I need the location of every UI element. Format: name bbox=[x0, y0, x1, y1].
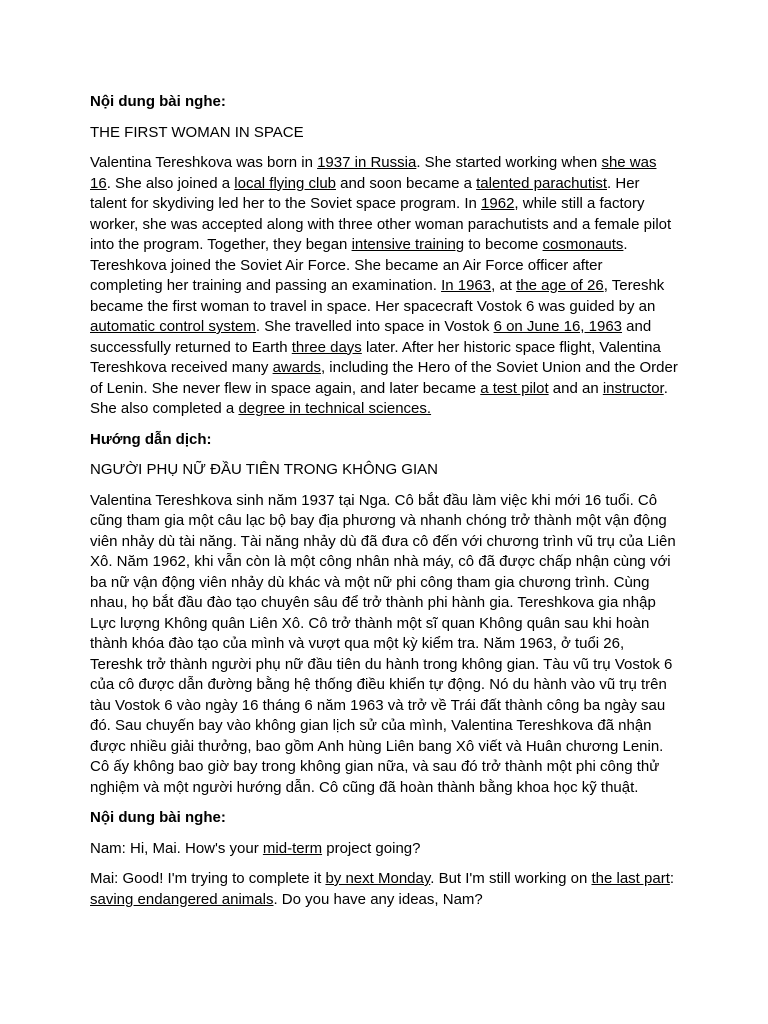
underlined-phrase: three days bbox=[291, 338, 362, 356]
underlined-phrase: 6 on June 16, 1963 bbox=[493, 318, 623, 335]
underlined-phrase: cosmonauts bbox=[542, 236, 624, 253]
translation-title: NGƯỜI PHỤ NỮ ĐẦU TIÊN TRONG KHÔNG GIAN bbox=[90, 461, 438, 478]
underlined-phrase: 1962 bbox=[481, 195, 515, 212]
document-content bbox=[90, 92, 678, 920]
text-run: later. After her historic space flight, Valentina Tereshkova received many bbox=[90, 338, 661, 376]
text-run: . Tereshkova joined the Soviet Air Force. She became an Air Force officer after completing her training and passing an examination. bbox=[90, 236, 628, 294]
text-run: Mai: Good! I'm trying to complete it bbox=[90, 870, 326, 887]
text-run: . Do you have any ideas, Nam? bbox=[273, 890, 483, 908]
text-run: . Her talent for skydiving led her to the Soviet space program. In bbox=[90, 174, 640, 212]
underlined-phrase: 1937 in Russia bbox=[317, 154, 417, 171]
text-run: , Tereshk became the first woman to travel in space. Her spacecraft Vostok 6 was guided by an bbox=[90, 277, 665, 315]
text-run: and soon became a bbox=[336, 174, 477, 192]
underlined-phrase: mid-term bbox=[262, 839, 323, 857]
dialogue-line-nam bbox=[90, 839, 678, 860]
underlined-phrase: automatic control system bbox=[90, 318, 256, 335]
section-heading-translation: Hướng dẫn dịch: bbox=[90, 430, 212, 448]
text-run: project going? bbox=[322, 839, 421, 857]
text-run: . She travelled into space in Vostok bbox=[255, 318, 494, 335]
article-title: THE FIRST WOMAN IN SPACE bbox=[90, 123, 304, 141]
underlined-phrase: In 1963 bbox=[441, 277, 492, 294]
text-run: . She also joined a bbox=[106, 174, 235, 192]
text-run: and successfully returned to Earth bbox=[90, 318, 652, 356]
section-heading-listening: Nội dung bài nghe: bbox=[90, 93, 226, 110]
underlined-phrase: awards bbox=[272, 359, 321, 376]
underlined-phrase: she was 16 bbox=[90, 154, 657, 192]
underlined-phrase: the age of 26 bbox=[516, 277, 604, 294]
text-run: Valentina Tereshkova sinh năm 1937 tại Nga. Cô bắt đầu làm việc khi mới 16 tuổi. Cô cũng tham gia một câu lạc bộ bay địa phương và nhanh chóng trở thành một vận động viên nhảy dù tài năng. Tài năng nhảy dù đã đưa cô đến với chương trình vũ trụ của Liên Xô. Năm 1962, khi vẫn còn là một công nhân nhà máy, cô đã được chấp nhận cùng với ba nữ vận động viên nhảy dù khác và một nữ phi công tham gia chương trình. Cùng nhau, họ bắt đầu đào tạo chuyên sâu để trở thành phi hành gia. Tereshkova gia nhập Lực lượng Không quân Liên Xô. Cô trở thành một sĩ quan Không quân sau khi hoàn thành khóa đào tạo của mình và vượt qua một kỳ kiểm tra. Năm 1963, ở tuổi 26, Tereshk trở thành người phụ nữ đầu tiên du hành trong không gian. Tàu vũ trụ Vostok 6 của cô được dẫn đường bằng hệ thống điều khiển tự động. Nó du hành vào vũ trụ trên tàu Vostok 6 vào ngày 16 tháng 6 năm 1963 và trở về Trái đất thành công ba ngày sau đó. Sau chuyến bay vào không gian lịch sử của mình, Valentina Tereshkova đã nhận được nhiều giải thưởng, bao gồm Anh hùng Liên bang Xô viết và Huân chương Lenin. Cô ấy không bao giờ bay trong không gian nữa, và sau đó trở thành một phi công thử nghiệm và một người hướng dẫn. Cô cũng đã hoàn thành bằng khoa học kỹ thuật. bbox=[90, 491, 676, 796]
text-run: . But I'm still working on bbox=[430, 870, 592, 887]
dialogue-line-mai bbox=[90, 869, 678, 910]
text-run: . She also completed a bbox=[90, 379, 668, 417]
article-paragraph bbox=[90, 153, 678, 420]
underlined-phrase: local flying club bbox=[234, 174, 336, 192]
text-run: . She started working when bbox=[416, 154, 602, 171]
section-heading-dialogue: Nội dung bài nghe: bbox=[90, 809, 226, 826]
underlined-phrase: talented parachutist bbox=[476, 174, 608, 192]
underlined-phrase: saving endangered animals bbox=[90, 890, 274, 908]
text-run: to become bbox=[464, 236, 543, 253]
underlined-phrase: intensive training bbox=[351, 236, 465, 253]
underlined-phrase: degree in technical sciences. bbox=[238, 400, 432, 417]
text-run: Nam: Hi, Mai. How's your bbox=[90, 839, 263, 857]
underlined-phrase: by next Monday bbox=[325, 870, 431, 887]
underlined-phrase: instructor bbox=[602, 379, 664, 397]
text-run: and an bbox=[548, 379, 603, 397]
text-run: : bbox=[669, 870, 675, 887]
text-run: , including the Hero of the Soviet Union and the Order of Lenin. She never flew in space again, and later became bbox=[90, 359, 678, 397]
underlined-phrase: the last part bbox=[591, 870, 670, 887]
text-run: Valentina Tereshkova was born in bbox=[90, 154, 318, 171]
text-run: , while still a factory worker, she was accepted along with three other woman parachutists and a female pilot into the program. Together, they began bbox=[90, 195, 672, 253]
underlined-phrase: a test pilot bbox=[480, 379, 549, 397]
text-run: , at bbox=[491, 277, 517, 294]
translation-paragraph bbox=[90, 491, 678, 799]
